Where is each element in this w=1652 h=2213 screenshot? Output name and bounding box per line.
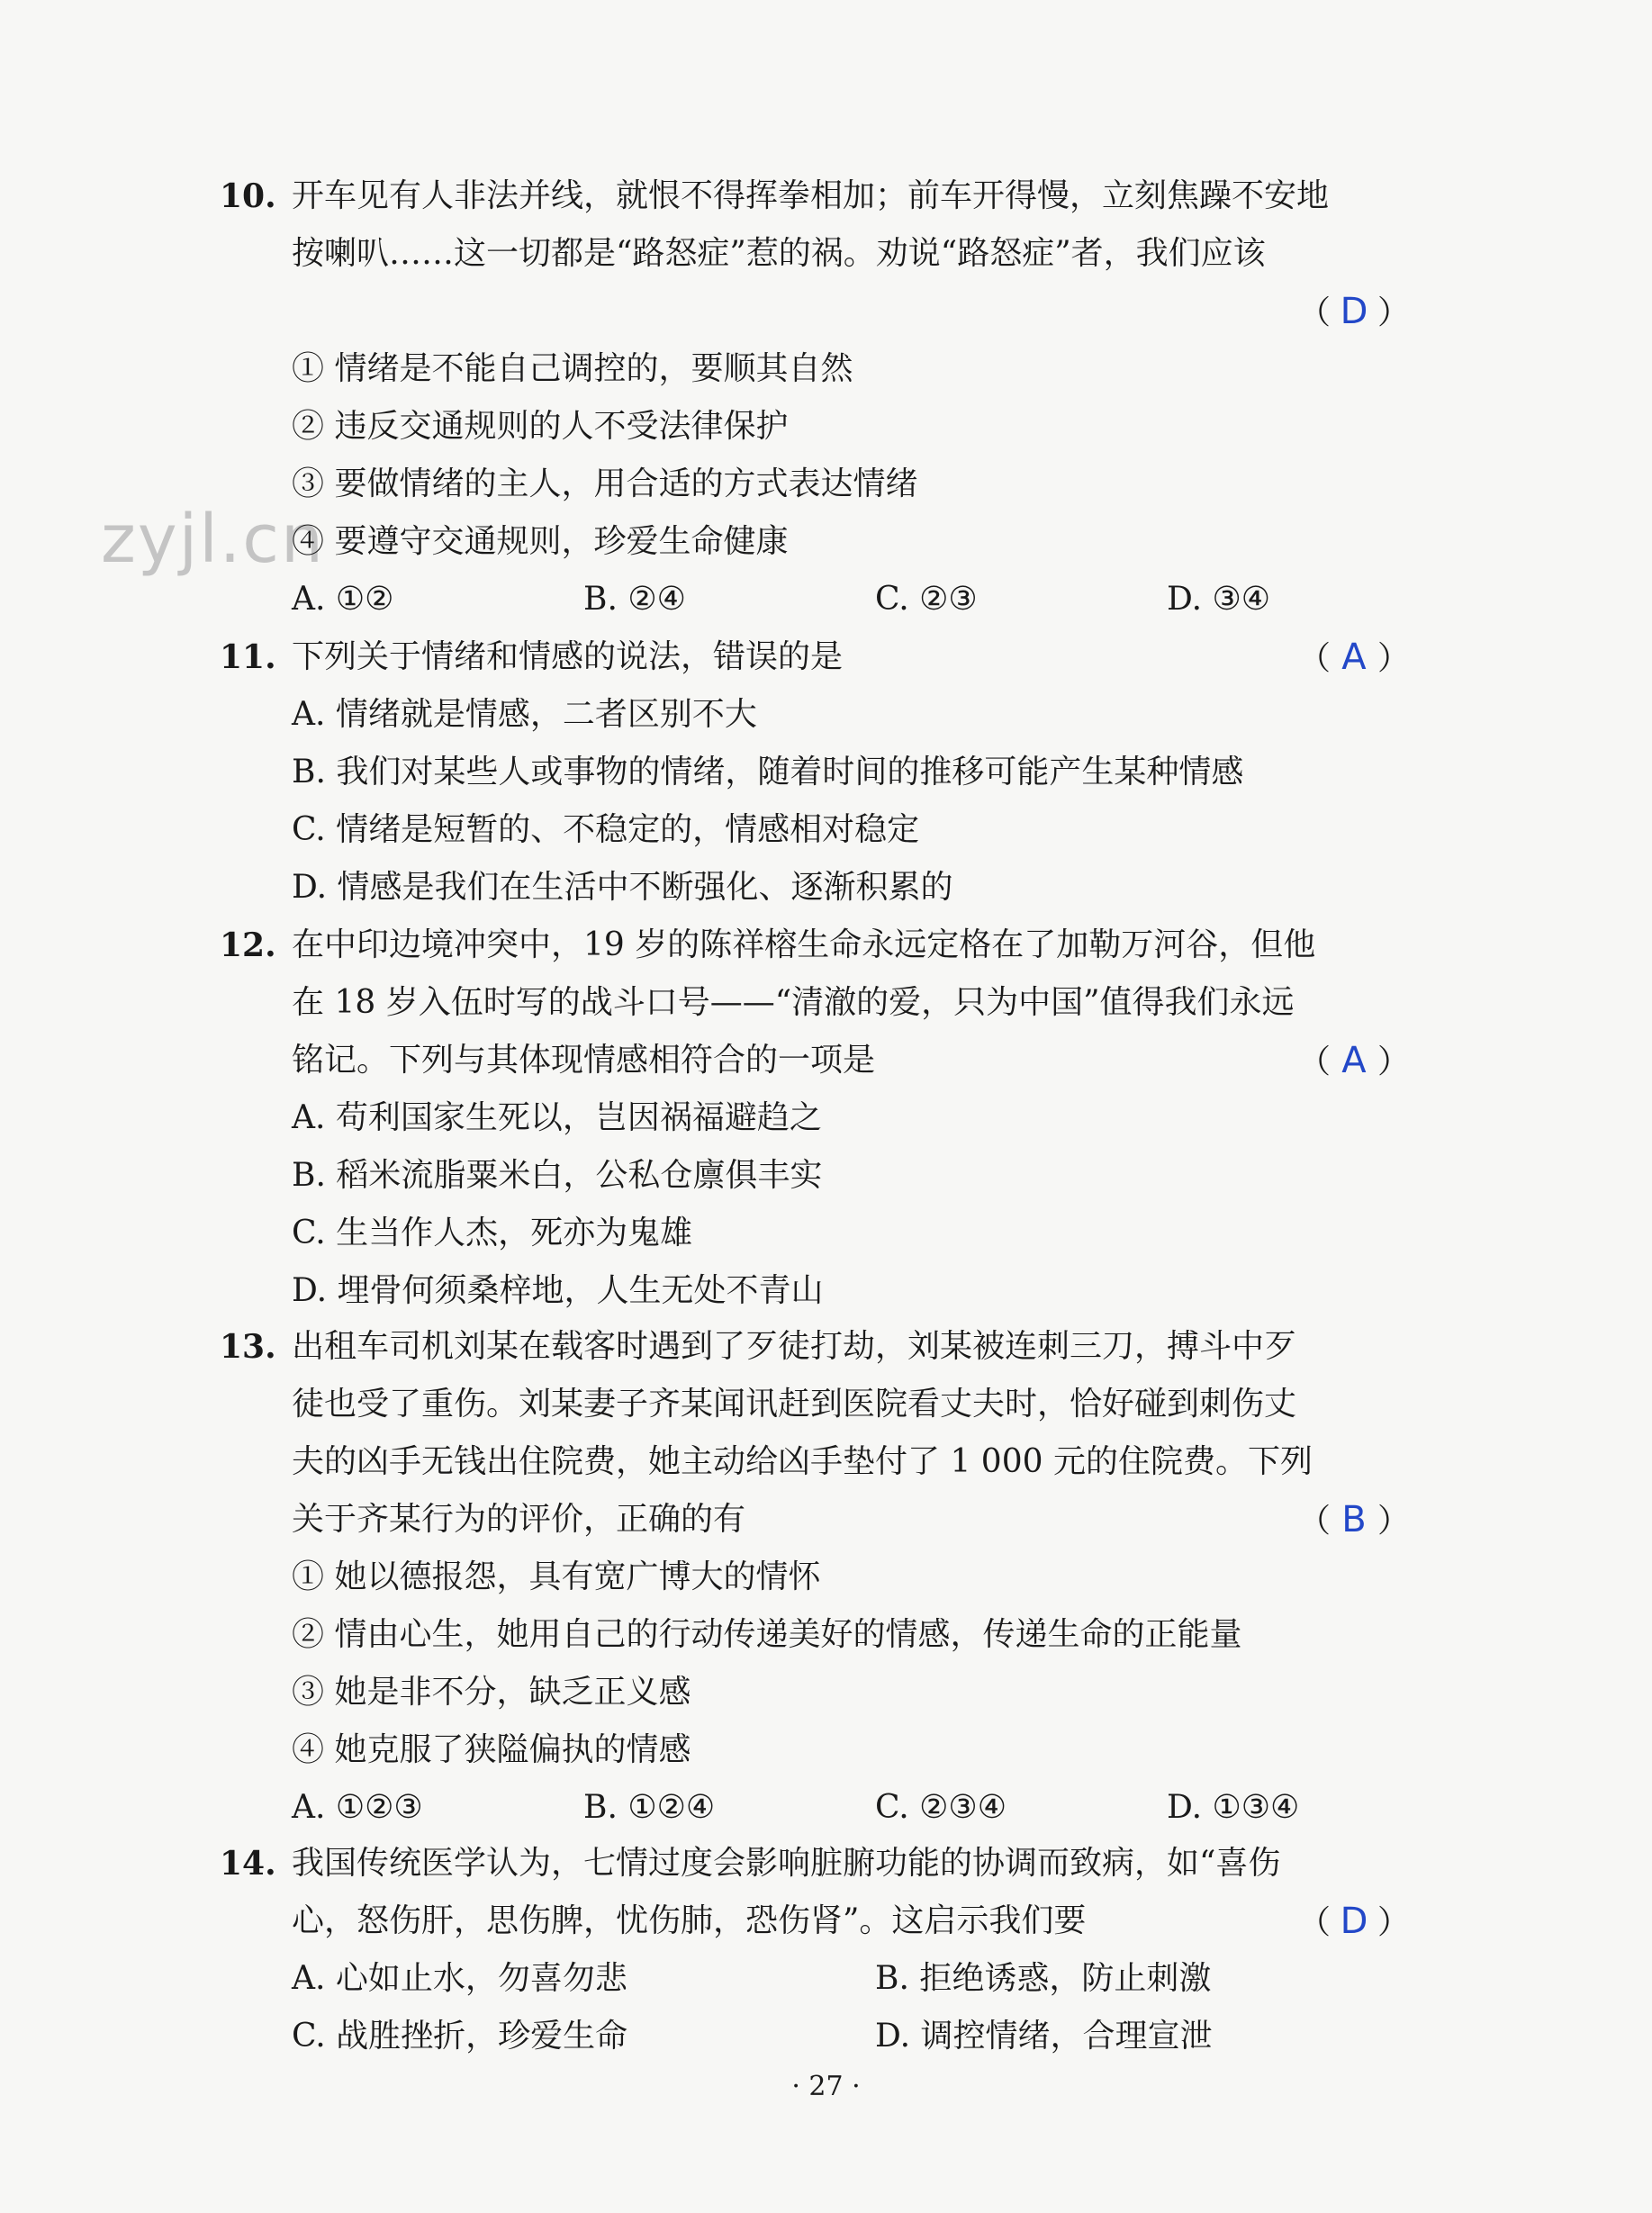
question-number: 12. (220, 926, 276, 964)
statement-item: ④ 要遵守交通规则，珍爱生命健康 (292, 523, 789, 560)
answer-bracket: （ D ） (1298, 283, 1410, 342)
option-a: A. ①② (292, 581, 394, 618)
answer-bracket: （ A ） (1298, 628, 1410, 688)
question-10 (221, 167, 1410, 628)
option-b: B. ②④ (583, 581, 686, 618)
question-13 (221, 1318, 1410, 1837)
question-number: 13. (220, 1328, 276, 1366)
option-d: D. 调控情绪，合理宣泄 (875, 2018, 1213, 2055)
option-d: D. 埋骨何须桑梓地，人生无处不青山 (292, 1272, 824, 1309)
statement-item: ① 她以德报怨，具有宽广博大的情怀 (292, 1558, 821, 1595)
statement-item: ③ 要做情绪的主人，用合适的方式表达情绪 (292, 465, 918, 502)
question-stem-line: 按喇叭……这一切都是“路怒症”惹的祸。劝说“路怒症”者，我们应该 (292, 235, 1266, 272)
question-stem-line: 徒也受了重伤。刘某妻子齐某闻讯赶到医院看丈夫时，恰好碰到刺伤丈 (292, 1386, 1297, 1423)
question-number: 14. (220, 1845, 276, 1883)
answer-bracket: （ A ） (1298, 1032, 1410, 1091)
option-b: B. 拒绝诱惑，防止刺激 (875, 1960, 1212, 1997)
option-d: D. ①③④ (1167, 1789, 1300, 1826)
statement-item: ④ 她克服了狭隘偏执的情感 (292, 1731, 691, 1768)
question-11 (221, 628, 1410, 917)
option-b: B. ①②④ (583, 1789, 716, 1826)
statement-item: ③ 她是非不分，缺乏正义感 (292, 1674, 691, 1711)
question-stem-line: 在中印边境冲突中，19 岁的陈祥榕生命永远定格在了加勒万河谷，但他 (292, 926, 1316, 963)
statement-item: ② 违反交通规则的人不受法律保护 (292, 408, 789, 445)
statement-item: ② 情由心生，她用自己的行动传递美好的情感，传递生命的正能量 (292, 1616, 1242, 1653)
answer-mark: B (1341, 1499, 1367, 1540)
question-stem-line: 夫的凶手无钱出住院费，她主动给凶手垫付了 1 000 元的住院费。下列 (292, 1443, 1313, 1480)
question-number: 11. (220, 638, 276, 676)
question-number: 10. (220, 177, 276, 215)
question-stem-line: 心，怒伤肝，思伤脾，忧伤肺，恐伤肾”。这启示我们要 (292, 1902, 1087, 1939)
question-stem-line: 铭记。下列与其体现情感相符合的一项是 (292, 1042, 876, 1079)
page-number: · 27 · (791, 2071, 861, 2102)
question-14 (221, 1835, 1410, 2065)
answer-bracket: （ D ） (1298, 1892, 1410, 1952)
answer-mark: A (1341, 1040, 1367, 1081)
question-stem-line: 出租车司机刘某在载客时遇到了歹徒打劫，刘某被连刺三刀，搏斗中歹 (292, 1328, 1297, 1365)
option-a: A. ①②③ (292, 1789, 423, 1826)
option-a: A. 情绪就是情感，二者区别不大 (292, 696, 757, 733)
option-a: A. 心如止水，勿喜勿悲 (292, 1960, 627, 1997)
option-b: B. 稻米流脂粟米白，公私仓廪俱丰实 (292, 1157, 823, 1194)
option-c: C. 生当作人杰，死亦为鬼雄 (292, 1215, 693, 1251)
question-stem-line: 关于齐某行为的评价，正确的有 (292, 1501, 746, 1538)
option-c: C. ②③ (875, 581, 978, 618)
answer-bracket: （ B ） (1298, 1491, 1410, 1550)
question-stem-line: 下列关于情绪和情感的说法，错误的是 (292, 638, 844, 675)
question-12 (221, 917, 1410, 1320)
question-stem-line: 我国传统医学认为，七情过度会影响脏腑功能的协调而致病，如“喜伤 (292, 1845, 1281, 1882)
option-d: D. 情感是我们在生活中不断强化、逐渐积累的 (292, 869, 953, 906)
answer-mark: D (1340, 1901, 1368, 1942)
question-stem-line: 开车见有人非法并线，就恨不得挥拳相加；前车开得慢，立刻焦躁不安地 (292, 177, 1330, 214)
option-c: C. ②③④ (875, 1789, 1007, 1826)
question-stem-line: 在 18 岁入伍时写的战斗口号——“清澈的爱，只为中国”值得我们永远 (292, 984, 1295, 1021)
statement-item: ① 情绪是不能自己调控的，要顺其自然 (292, 350, 853, 387)
option-c: C. 情绪是短暂的、不稳定的，情感相对稳定 (292, 811, 920, 848)
option-b: B. 我们对某些人或事物的情绪，随着时间的推移可能产生某种情感 (292, 754, 1244, 790)
option-d: D. ③④ (1167, 581, 1271, 618)
option-a: A. 苟利国家生死以，岂因祸福避趋之 (292, 1099, 822, 1136)
watermark: zyjl.cn (101, 501, 325, 578)
option-c: C. 战胜挫折，珍爱生命 (292, 2018, 628, 2055)
answer-mark: A (1341, 637, 1367, 678)
answer-mark: D (1340, 291, 1368, 332)
